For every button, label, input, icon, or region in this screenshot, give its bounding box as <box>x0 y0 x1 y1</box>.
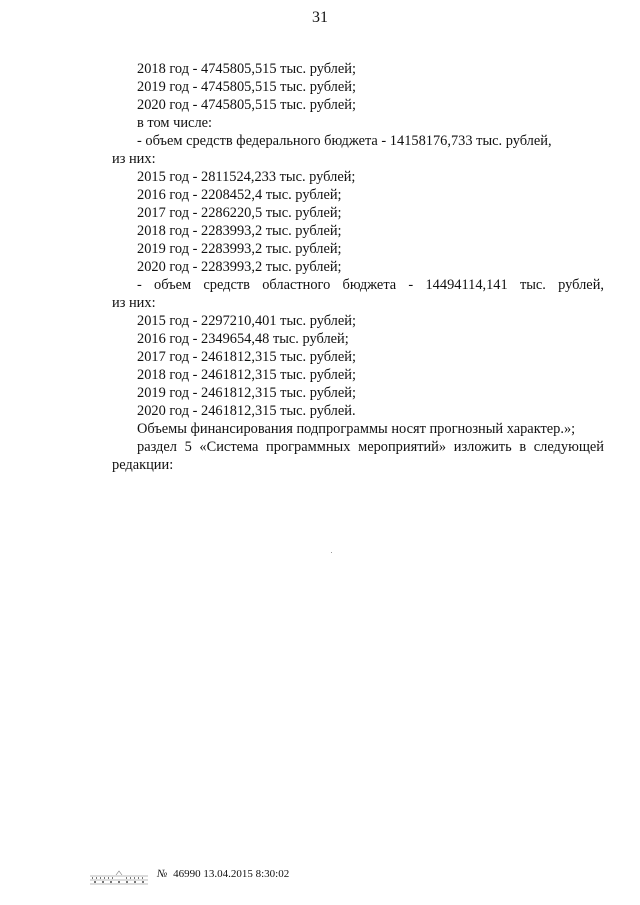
text-line: из них: <box>112 295 156 311</box>
registration-time: 8:30:02 <box>255 868 290 880</box>
text-line: 2020 год - 2283993,2 тыс. рублей; <box>137 259 342 275</box>
text-line: из них: <box>112 151 156 167</box>
text-line: 2015 год - 2297210,401 тыс. рублей; <box>137 313 356 329</box>
text-line: Объемы финансирования подпрограммы носят прогнозный характер.»; <box>137 421 576 437</box>
text-line: 2016 год - 2349654,48 тыс. рублей; <box>137 331 349 347</box>
text-line: в том числе: <box>137 115 213 131</box>
document-body <box>112 60 604 474</box>
text-line: 2015 год - 2811524,233 тыс. рублей; <box>137 169 356 185</box>
text-line: 2017 год - 2461812,315 тыс. рублей; <box>137 349 356 365</box>
scan-speck <box>331 552 332 553</box>
page-number: 31 <box>312 9 328 26</box>
text-line: 2016 год - 2208452,4 тыс. рублей; <box>137 187 342 203</box>
text-line: 2020 год - 2461812,315 тыс. рублей. <box>137 403 356 419</box>
text-line: раздел 5 «Система программных мероприятий» изложить в следующей <box>137 439 604 455</box>
text-line: 2017 год - 2286220,5 тыс. рублей; <box>137 205 342 221</box>
text-line: редакции: <box>112 457 174 473</box>
registration-date: 13.04.2015 <box>203 868 253 880</box>
registration-stamp <box>157 868 289 880</box>
text-line: 2019 год - 2283993,2 тыс. рублей; <box>137 241 342 257</box>
text-line: 2018 год - 2283993,2 тыс. рублей; <box>137 223 342 239</box>
text-line: 2019 год - 4745805,515 тыс. рублей; <box>137 79 356 95</box>
registry-logo-icon <box>88 870 150 888</box>
text-line: - объем средств областного бюджета - 14494114,141 тыс. рублей, <box>137 277 604 293</box>
text-line: 2019 год - 2461812,315 тыс. рублей; <box>137 385 356 401</box>
text-line: - объем средств федерального бюджета - 14158176,733 тыс. рублей, <box>137 133 552 149</box>
text-line: 2018 год - 4745805,515 тыс. рублей; <box>137 61 356 77</box>
number-sign: № <box>157 868 168 880</box>
text-line: 2020 год - 4745805,515 тыс. рублей; <box>137 97 356 113</box>
document-number: 46990 <box>173 868 201 880</box>
text-line: 2018 год - 2461812,315 тыс. рублей; <box>137 367 356 383</box>
